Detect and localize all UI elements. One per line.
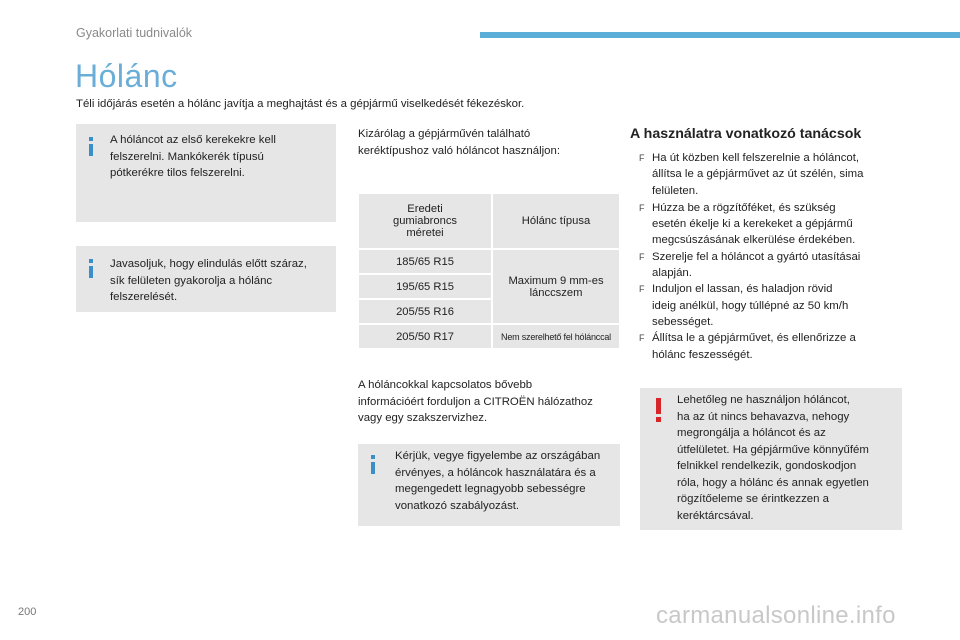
- info-note-front-wheels: [76, 124, 336, 222]
- warning-line: felnikkel rendelkezik, gondoskodjon: [677, 460, 857, 472]
- tip-line: Szerelje fel a hóláncot a gyártó utasításai: [652, 250, 861, 263]
- tip-line: felületen.: [652, 184, 699, 197]
- table-lead-text: [358, 126, 560, 159]
- tip-line: állítsa le a gépjárművet az út szélén, sima: [652, 168, 864, 181]
- tip-line: esetén ékelje ki a kerekeket a gépjármű: [652, 218, 853, 231]
- tip-line: Állítsa le a gépjárművet, és ellenőrizze a: [652, 332, 856, 345]
- more-info-text: [358, 377, 593, 427]
- intro-text: Téli időjárás esetén a hólánc javítja a meghajtást és a gépjármű viselkedését fékezéskor.: [76, 98, 525, 110]
- table-cell-size: 205/55 R16: [358, 299, 492, 324]
- info-note-regulations: [358, 444, 620, 526]
- list-item: [640, 281, 902, 330]
- tip-line: hólánc feszességét.: [652, 348, 753, 361]
- warning-line: rögzítőeleme se érintkezzen a: [677, 493, 829, 505]
- tips-title: A használatra vonatkozó tanácsok: [630, 126, 862, 142]
- table-header-chain-type: Hólánc típusa: [492, 193, 620, 249]
- warning-line: megrongálja a hóláncot és az: [677, 427, 826, 439]
- tip-line: Induljon el lassan, és haladjon rövid: [652, 283, 833, 296]
- header-line: méretei: [406, 227, 444, 239]
- header-line: Eredeti: [407, 203, 443, 215]
- chain-type-line: Maximum 9 mm-es: [508, 274, 604, 287]
- tip-line: megcsúszásának elkerülése érdekében.: [652, 234, 856, 247]
- bullet-arrow-icon: F: [639, 153, 645, 163]
- more-info-line: A hóláncokkal kapcsolatos bővebb: [358, 379, 533, 391]
- warning-line: keréktárcsával.: [677, 509, 754, 522]
- bullet-arrow-icon: F: [639, 284, 645, 295]
- info-note-practice: [76, 246, 336, 312]
- more-info-line: információért forduljon a CITROËN hálózathoz: [358, 395, 593, 408]
- bullet-arrow-icon: F: [639, 202, 645, 213]
- chain-type-line: lánccszem: [529, 286, 583, 299]
- lead-line: keréktípushoz való hóláncot használjon:: [358, 144, 560, 157]
- note-line: érvényes, a hóláncok használatára és a: [395, 466, 596, 479]
- note-line: vonatkozó szabályozást.: [395, 499, 520, 512]
- note-line: megengedett legnagyobb sebességre: [395, 483, 586, 495]
- note-line: felszerelni. Mankókerék típusú: [110, 150, 264, 163]
- page-title: Hólánc: [75, 58, 178, 94]
- note-line: sík felületen gyakorolja a hólánc: [110, 274, 273, 287]
- bullet-arrow-icon: F: [639, 333, 645, 344]
- note-line: Kérjük, vegye figyelembe az országában: [395, 450, 601, 462]
- page-number: 200: [18, 606, 37, 618]
- header-line: gumiabroncs: [392, 215, 458, 227]
- warning-note: [640, 388, 902, 530]
- tip-line: sebességet.: [652, 315, 714, 328]
- table-cell-chain-type: [492, 249, 620, 324]
- list-item: [640, 200, 902, 249]
- warning-icon: [656, 398, 662, 422]
- table-cell-size: 195/65 R15: [358, 274, 492, 299]
- table-cell-chain-type: Nem szerelhető fel hólánccal: [492, 324, 620, 349]
- tip-line: Ha út közben kell felszerelnie a hóláncot,: [652, 152, 860, 164]
- note-line: felszerelését.: [110, 291, 178, 303]
- list-item: [640, 249, 902, 282]
- tip-line: alapján.: [652, 267, 692, 280]
- warning-line: Lehetőleg ne használjon hóláncot,: [677, 394, 850, 406]
- table-header-tyre-size: [358, 193, 492, 249]
- snow-chain-table: [357, 192, 621, 350]
- section-header: Gyakorlati tudnivalók: [76, 26, 193, 40]
- note-line: A hóláncot az első kerekekre kell: [110, 134, 276, 146]
- lead-line: Kizárólag a gépjárművén található: [358, 128, 531, 140]
- header-accent-bar: [480, 32, 960, 38]
- list-item: [640, 150, 902, 199]
- note-line: pótkerékre tilos felszerelni.: [110, 167, 245, 179]
- list-item: [640, 330, 902, 363]
- note-line: Javasoljuk, hogy elindulás előtt száraz,: [110, 258, 307, 270]
- warning-line: róla, hogy a hólánc és annak egyetlen: [677, 476, 869, 489]
- warning-line: ha az út nincs behavazva, nehogy: [677, 410, 850, 423]
- tips-list: [640, 150, 902, 363]
- warning-line: útfelületet. Ha gépjárműve könnyűfém: [677, 443, 869, 456]
- tip-line: ideig anélkül, hogy túllépné az 50 km/h: [652, 299, 849, 312]
- more-info-line: vagy egy szakszervizhez.: [358, 412, 488, 424]
- bullet-arrow-icon: F: [639, 251, 645, 262]
- table-cell-size: 205/50 R17: [358, 324, 492, 349]
- watermark: carmanualsonline.info: [656, 602, 896, 629]
- tip-line: Húzza be a rögzítőféket, és szükség: [652, 201, 836, 214]
- table-cell-size: 185/65 R15: [358, 249, 492, 274]
